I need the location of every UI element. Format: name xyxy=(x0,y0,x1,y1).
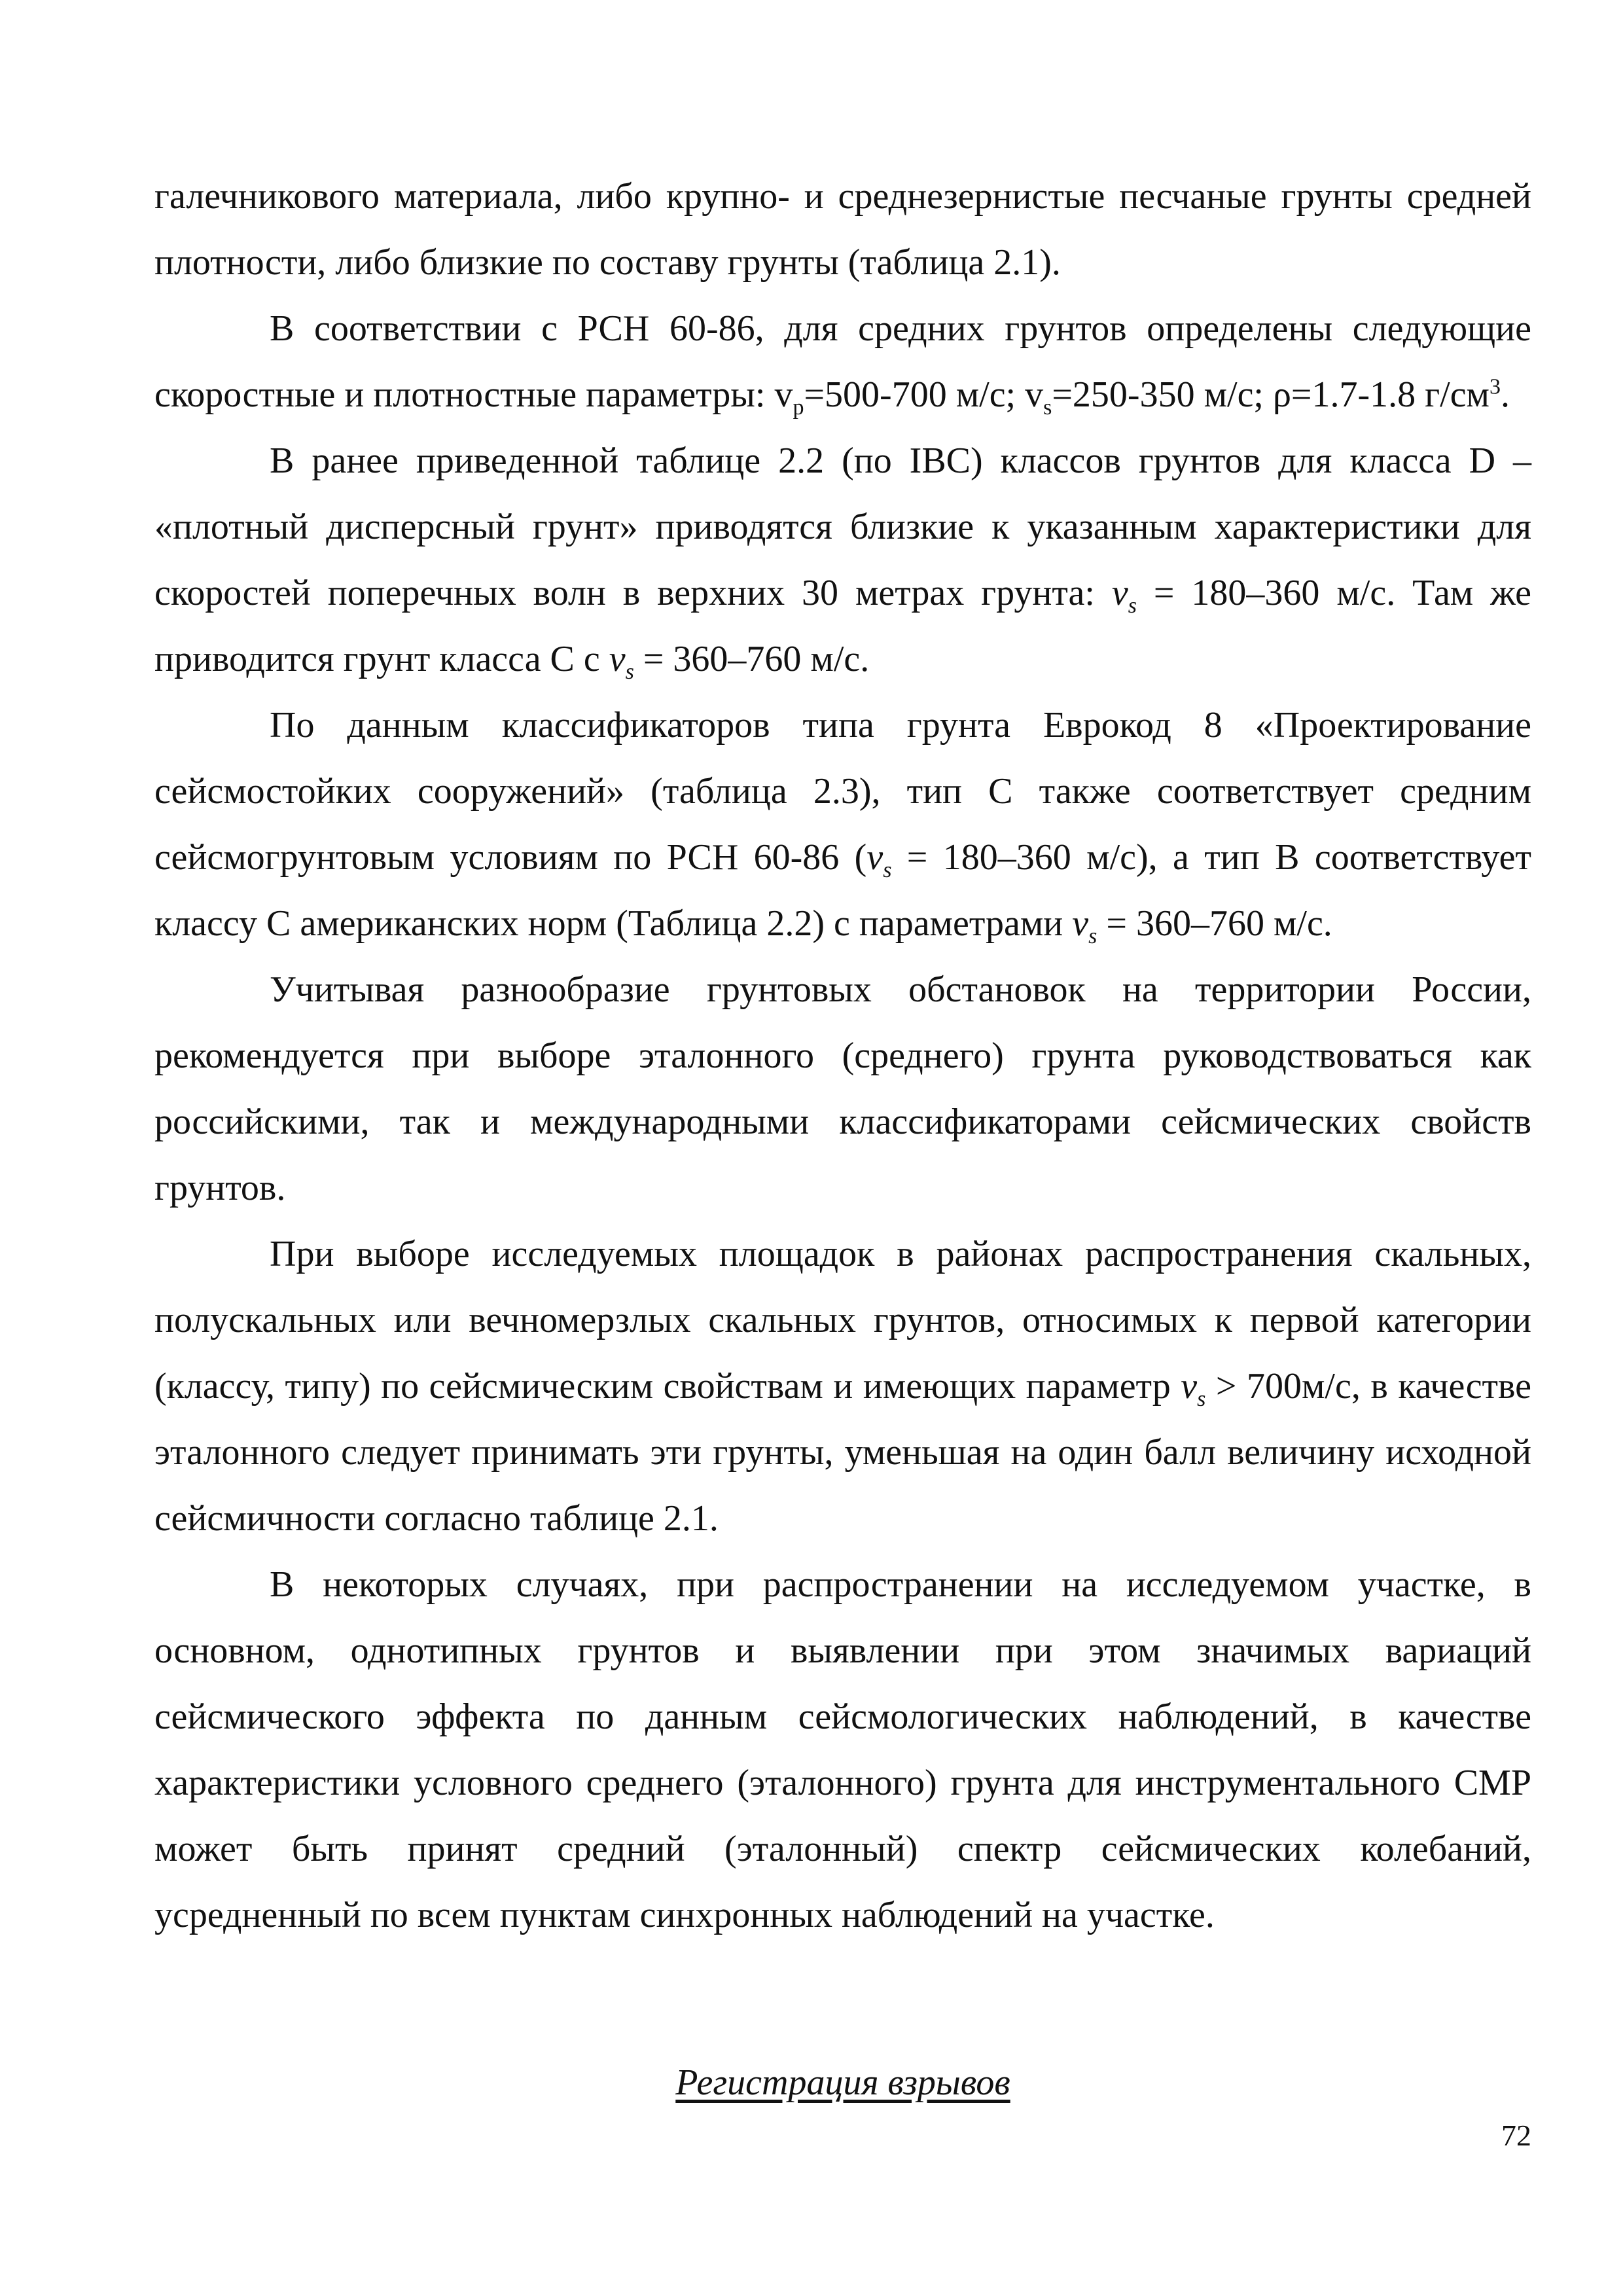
paragraph-6 xyxy=(154,1221,1531,1552)
paragraph-4-part1: По данным классификаторов типа грунта Еврокод 8 «Проектирование сейсмостойких сооружений» (таблица 2.3), тип С также соответствует средним сейсмогрунтовым условиям по РСН 60-86 ( xyxy=(154,705,1531,878)
paragraph-5-text: Учитывая разнообразие грунтовых обстановок на территории России, рекомендуется при выборе эталонного (среднего) грунта руководствоваться как российскими, так и международными классификаторами сейсмических свойств грунтов. xyxy=(154,969,1531,1208)
body-text xyxy=(154,164,1531,1948)
section-heading: Регистрация взрывов xyxy=(675,2062,1010,2103)
variable-letter: v xyxy=(1111,573,1128,613)
paragraph-3-part3: = 360–760 м/с. xyxy=(633,639,870,679)
paragraph-1 xyxy=(154,164,1531,296)
paragraph-7 xyxy=(154,1552,1531,1948)
variable-vs xyxy=(1072,903,1097,949)
paragraph-7-text: В некоторых случаях, при распространении на исследуемом участке, в основном, однотипных грунтов и выявлении при этом значимых вариаций сейсмического эффекта по данным сейсмологических наблюдений, в качестве характеристики условного среднего (эталонного) грунта для инструментального СМР может быть принят средний (эталонный) спектр сейсмических колебаний, усредненный по всем пунктам синхронных наблюдений на участке. xyxy=(154,1564,1531,1935)
variable-subscript: s xyxy=(625,660,634,685)
variable-letter: v xyxy=(866,837,883,878)
variable-letter: v xyxy=(1072,903,1089,944)
paragraph-2-part4: . xyxy=(1500,374,1510,415)
paragraph-2-part1: В соответствии с РСН 60-86, для средних грунтов определены следующие скоростные и плотностные параметры: v xyxy=(154,308,1531,415)
paragraph-1-text: галечникового материала, либо крупно- и среднезернистые песчаные грунты средней плотности, либо близкие по составу грунты (таблица 2.1). xyxy=(154,176,1531,283)
paragraph-6-part1: При выборе исследуемых площадок в районах распространения скальных, полускальных или вечномерзлых скальных грунтов, относимых к первой категории (классу, типу) по сейсмическим свойствам и имеющих параметр xyxy=(154,1234,1531,1407)
paragraph-6-part2: > 700м/с, в качестве эталонного следует принимать эти грунты, уменьшая на один балл величину исходной сейсмичности согласно таблице 2.1. xyxy=(154,1366,1531,1539)
paragraph-3-part1: В ранее приведенной таблице 2.2 (по IBC) классов грунтов для класса D – «плотный дисперсный грунт» приводятся близкие к указанным характеристики для скоростей поперечных волн в верхних 30 метрах грунта: xyxy=(154,440,1531,613)
variable-subscript: s xyxy=(883,858,892,883)
variable-vs xyxy=(866,837,892,883)
paragraph-2-part3: =250-350 м/с; ρ=1.7-1.8 г/см xyxy=(1052,374,1489,415)
paragraph-5 xyxy=(154,957,1531,1221)
subscript-p: p xyxy=(793,395,804,420)
variable-subscript: s xyxy=(1088,924,1097,949)
subscript-s: s xyxy=(1043,395,1052,420)
paragraph-3 xyxy=(154,428,1531,692)
variable-vs xyxy=(609,639,634,685)
variable-subscript: s xyxy=(1197,1387,1206,1412)
variable-vs xyxy=(1181,1366,1206,1412)
paragraph-4-part2: = 180–360 м/с), а тип В соответствует классу С американских норм (Таблица 2.2) с параметрами xyxy=(154,837,1531,944)
paragraph-2-part2: =500-700 м/с; v xyxy=(804,374,1044,415)
variable-letter: v xyxy=(1181,1366,1198,1407)
variable-vs xyxy=(1111,573,1137,619)
paragraph-3-part2: = 180–360 м/с. Там же приводится грунт класса С с xyxy=(154,573,1531,679)
paragraph-2 xyxy=(154,296,1531,428)
variable-letter: v xyxy=(609,639,626,679)
variable-subscript: s xyxy=(1128,594,1137,619)
paragraph-4 xyxy=(154,692,1531,957)
page-number: 72 xyxy=(1501,2119,1531,2152)
superscript-3: 3 xyxy=(1489,374,1501,399)
paragraph-4-part3: = 360–760 м/с. xyxy=(1097,903,1332,944)
